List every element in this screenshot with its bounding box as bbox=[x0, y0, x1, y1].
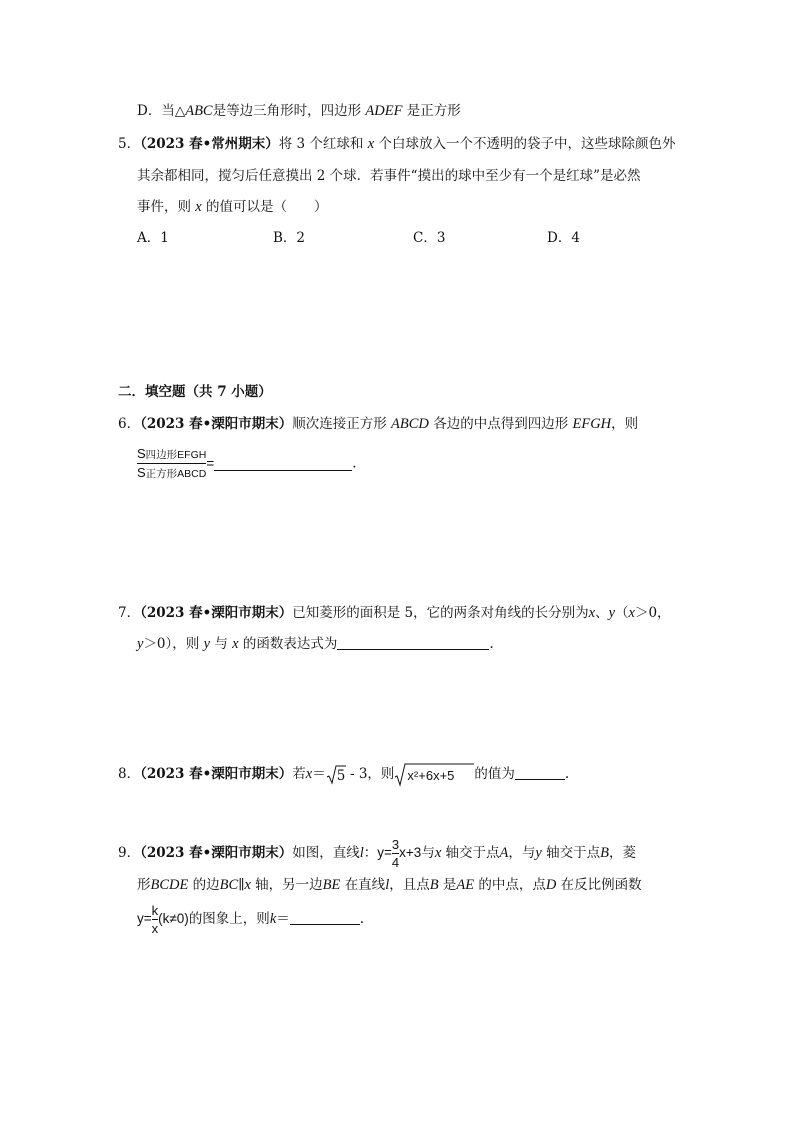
q5-option-b[interactable]: B．2 bbox=[273, 230, 306, 246]
q5-options bbox=[137, 228, 657, 248]
q5-line-1: 5．（2023 春•常州期末）将 3 个红球和 x 个白球放入一个不透明的袋子中，这些球除颜色外 bbox=[118, 136, 676, 152]
q8-sqrt-five: 5 bbox=[326, 765, 346, 785]
q9-answer-blank[interactable] bbox=[290, 910, 360, 925]
q8-number: 8． bbox=[118, 766, 141, 782]
q6-answer-blank[interactable] bbox=[214, 456, 352, 471]
q6-number: 6． bbox=[118, 416, 141, 432]
q8-source: （2023 春•溧阳市期末） bbox=[140, 766, 293, 782]
q8-sqrt-expr: x²+6x+5 bbox=[394, 763, 474, 787]
q7-line-1: 7．（2023 春•溧阳市期末）已知菱形的面积是 5，它的两条对角线的长分别为x、y（x＞0， bbox=[118, 605, 671, 621]
q7-line-2: y＞0），则 y 与 x 的函数表达式为 . bbox=[137, 636, 494, 652]
q9-fraction-k-x: $\frac{k}{x}$ bbox=[151, 903, 159, 936]
q5-option-d[interactable]: D．4 bbox=[547, 230, 580, 246]
q9-fraction-3-4: $\frac{3}{4}$ bbox=[391, 837, 400, 870]
section-heading: 二．填空题（共 7 小题） bbox=[118, 384, 272, 400]
q9-source: （2023 春•溧阳市期末） bbox=[140, 845, 293, 861]
q9-line-3: y= $\frac{k}{x}$ (k≠0)的图象上，则k＝ . bbox=[137, 903, 365, 936]
q6-source: （2023 春•溧阳市期末） bbox=[140, 416, 293, 432]
q5-line-2: 其余都相同，搅匀后任意摸出 2 个球．若事件“摸出的球中至少有一个是红球”是必然 bbox=[137, 168, 641, 184]
q7-source: （2023 春•溧阳市期末） bbox=[140, 605, 293, 621]
q7-answer-blank[interactable] bbox=[337, 635, 489, 650]
q9-number: 9． bbox=[118, 845, 141, 861]
q9-line-1: 9．（2023 春•溧阳市期末）如图，直线l：y= $\frac{3}{4}$ x+3与x 轴交于点A，与y 轴交于点B，菱 bbox=[118, 837, 636, 870]
q6-fraction: $\frac{\text{S四边形EFGH}}{\text{S正方形ABCD}}$ bbox=[137, 446, 207, 480]
q6-ratio: $\frac{\text{S四边形EFGH}}{\text{S正方形ABCD}}$ = . bbox=[137, 446, 357, 480]
q9-line-2: 形BCDE 的边BC∥x 轴，另一边BE 在直线l，且点B 是AE 的中点，点D 在反比例函数 bbox=[137, 877, 642, 893]
q8-answer-blank[interactable] bbox=[515, 765, 565, 780]
q5-line-3: 事件，则 x 的值可以是（ ） bbox=[137, 199, 328, 215]
q5-option-a[interactable]: A．1 bbox=[137, 230, 169, 246]
q5-option-c[interactable]: C．3 bbox=[413, 230, 446, 246]
q8-line-1: 8．（2023 春•溧阳市期末）若x＝ 5 - 3，则 x²+6x+5 的值为 . bbox=[118, 762, 569, 787]
q4-option-d: D．当△ABC是等边三角形时，四边形 ADEF 是正方形 bbox=[137, 103, 461, 119]
q7-number: 7． bbox=[118, 605, 141, 621]
q6-line-1: 6．（2023 春•溧阳市期末）顺次连接正方形 ABCD 各边的中点得到四边形 EFGH，则 bbox=[118, 416, 639, 432]
q5-number: 5． bbox=[118, 136, 141, 152]
q5-source: （2023 春•常州期末） bbox=[140, 136, 279, 152]
